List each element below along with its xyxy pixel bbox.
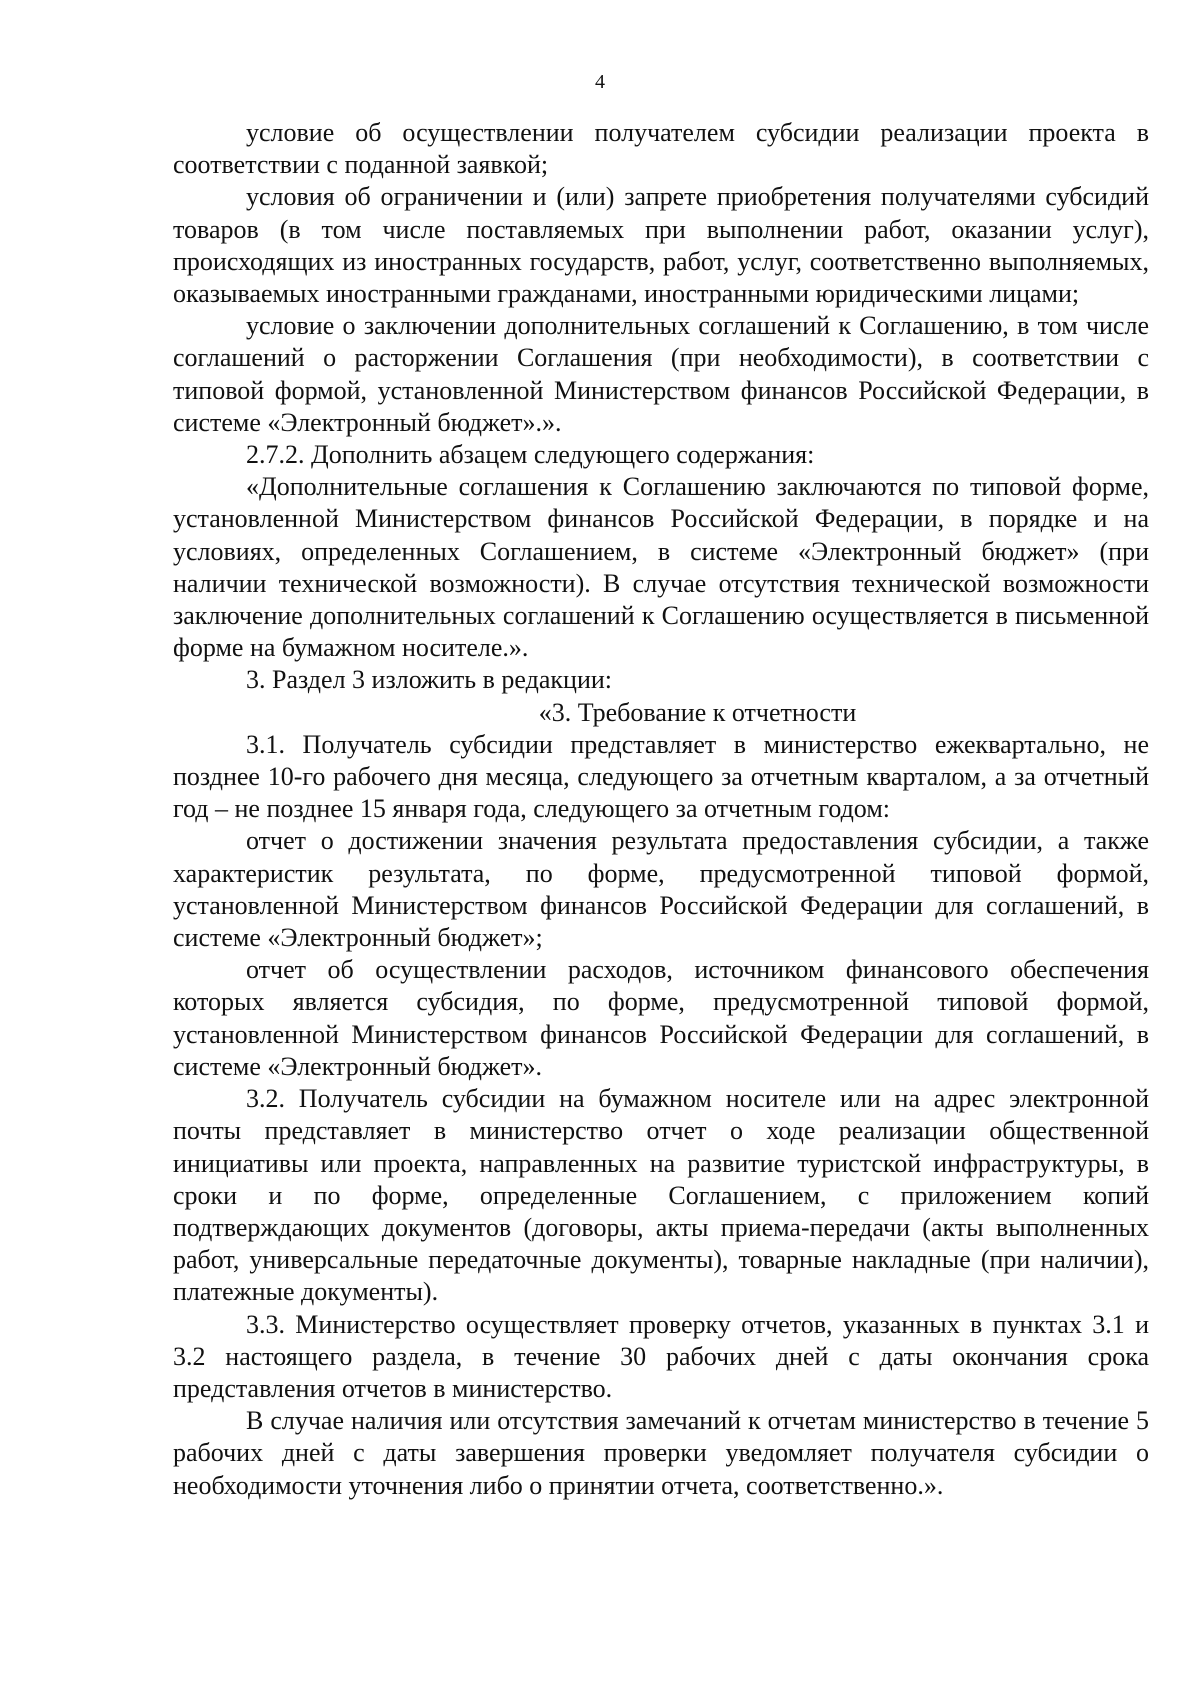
paragraph-additional-agreements: «Дополнительные соглашения к Соглашению заключаются по типовой форме, установленной Министерством финансов Российской Федерации, в порядке и на условиях, определенных Соглашением, в системе «Электронный бюджет» (при наличии технической возможности). В случае отсутствия технической возможности заключение дополнительных соглашений к Соглашению осуществляется в письменной форме на бумажном носителе.». — [173, 472, 1149, 663]
paragraph-condition-restriction: условия об ограничении и (или) запрете приобретения получателями субсидий товаров (в том числе поставляемых при выполнении работ, оказании услуг), происходящих из иностранных государств, работ, услуг, соответственно выполняемых, оказываемых иностранными гражданами, иностранными юридическими лицами; — [173, 182, 1149, 309]
section-heading: «3. Требование к отчетности — [538, 697, 857, 727]
paragraph-3-3: 3.3. Министерство осуществляет проверку отчетов, указанных в пунктах 3.1 и 3.2 настоящего раздела, в течение 30 рабочих дней с даты окончания срока представления отчетов в министерство. — [173, 1309, 1149, 1403]
paragraph-condition-project: условие об осуществлении получателем субсидии реализации проекта в соответствии с поданной заявкой; — [173, 118, 1149, 180]
page-number: 4 — [595, 71, 605, 93]
paragraph-3-1: 3.1. Получатель субсидии представляет в министерство ежеквартально, не позднее 10-го рабочего дня месяца, следующего за отчетным кварталом, а за отчетный год – не позднее 15 января года, следующего за отчетным годом: — [173, 729, 1149, 824]
paragraph-remarks: В случае наличия или отсутствия замечаний к отчетам министерство в течение 5 рабочих дней с даты завершения проверки уведомляет получателя субсидии о необходимости уточнения либо о принятии отчета, соответственно.». — [173, 1406, 1149, 1500]
paragraph-condition-agreements: условие о заключении дополнительных соглашений к Соглашению, в том числе соглашений о расторжении Соглашения (при необходимости), в соответствии с типовой формой, установленной Министерством финансов Российской Федерации, в системе «Электронный бюджет».». — [173, 311, 1149, 437]
paragraph-report-result: отчет о достижении значения результата предоставления субсидии, а также характеристик результата, по форме, предусмотренной типовой формой, установленной Министерством финансов Российской Федерации для соглашений, в системе «Электронный бюджет»; — [173, 826, 1149, 953]
paragraph-2-7-2: 2.7.2. Дополнить абзацем следующего содержания: — [246, 440, 815, 470]
paragraph-report-expenses: отчет об осуществлении расходов, источником финансового обеспечения которых является субсидия, по форме, предусмотренной типовой формой, установленной Министерством финансов Российской Федерации для соглашений, в системе «Электронный бюджет». — [173, 955, 1149, 1081]
document-body — [173, 117, 1149, 1502]
paragraph-3-2: 3.2. Получатель субсидии на бумажном носителе или на адрес электронной почты представляет в министерство отчет о ходе реализации общественной инициативы или проекта, направленных на развитие туристской инфраструктуры, в сроки и по форме, определенные Соглашением, с приложением копий подтверждающих документов (договоры, акты приема-передачи (акты выполненных работ, универсальные передаточные документы), товарные накладные (при наличии), платежные документы). — [173, 1084, 1149, 1307]
paragraph-section-3-intro: 3. Раздел 3 изложить в редакции: — [246, 665, 612, 695]
